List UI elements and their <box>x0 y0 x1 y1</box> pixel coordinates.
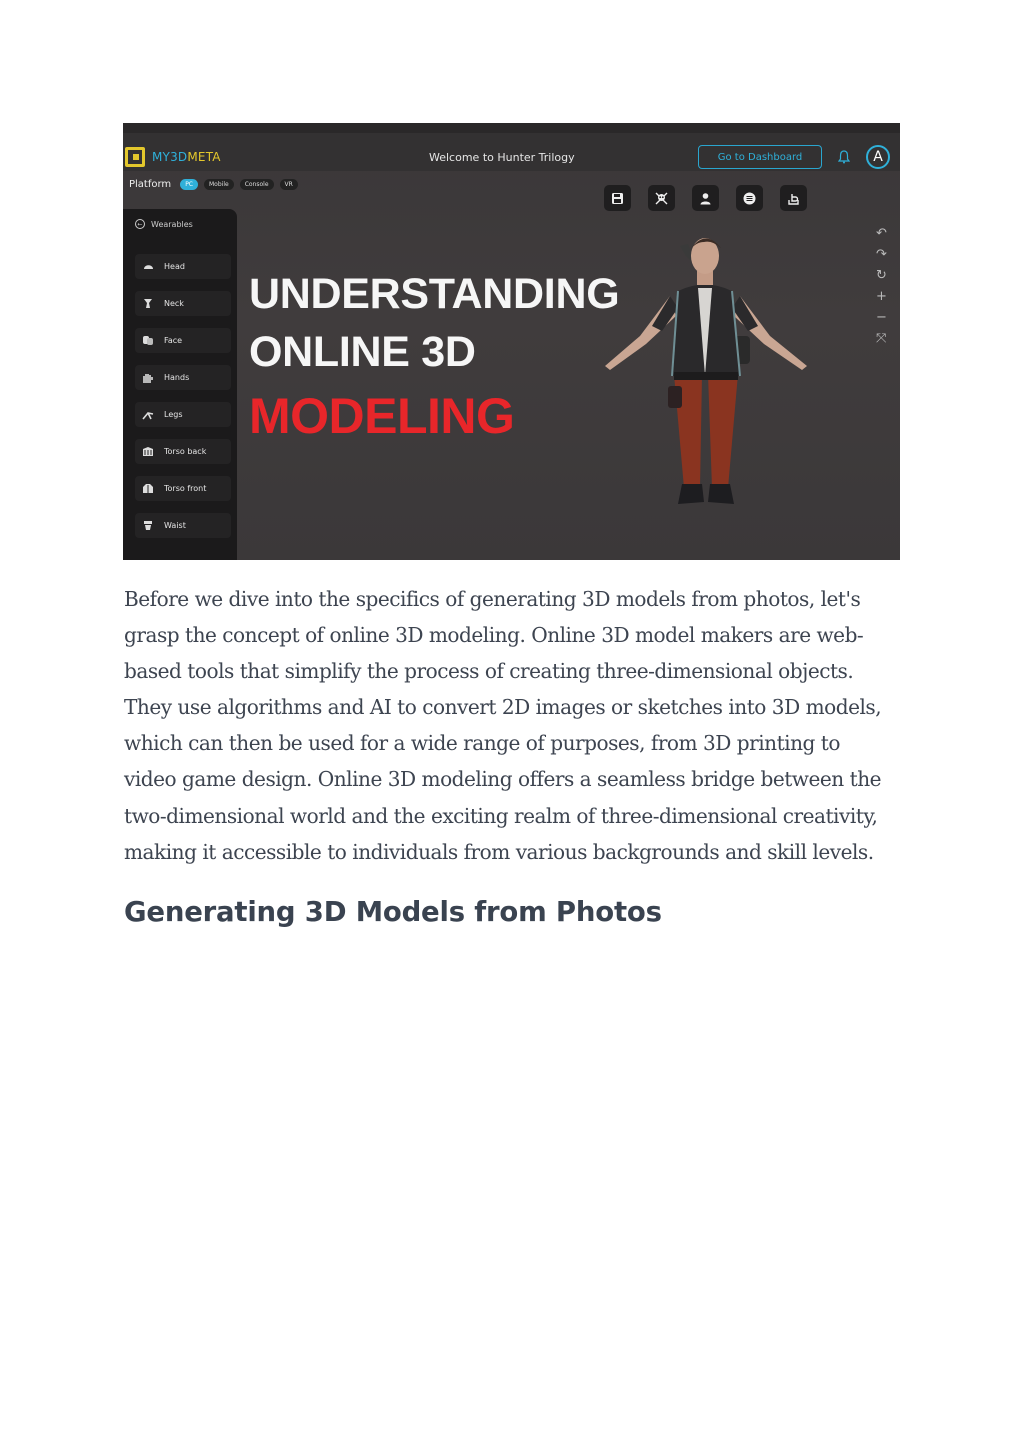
sidebar-item-label: Legs <box>164 410 183 419</box>
platform-option-mobile[interactable]: Mobile <box>204 179 234 190</box>
hero-image <box>123 123 900 560</box>
list-icon[interactable] <box>736 185 763 211</box>
back-arrow-icon[interactable]: ← <box>135 219 145 229</box>
sidebar-item-head[interactable] <box>135 254 231 279</box>
paragraph-line: which can then be used for a wide range of purposes, from 3D printing to <box>124 731 840 756</box>
brand-name-part2: META <box>187 150 221 164</box>
platform-label: Platform <box>129 179 172 190</box>
paragraph-line: They use algorithms and AI to convert 2D images or sketches into 3D models, <box>124 695 882 720</box>
avatar[interactable]: A <box>866 145 890 169</box>
torso-front-icon <box>142 483 154 495</box>
platform-option-console[interactable]: Console <box>240 179 274 190</box>
paragraph-line: making it accessible to individuals from various backgrounds and skill levels. <box>124 839 874 864</box>
user-icon[interactable] <box>692 185 719 211</box>
wearables-sidebar <box>123 209 237 560</box>
sidebar-item-label: Torso front <box>164 484 207 493</box>
leg-icon <box>142 409 154 421</box>
platform-selector <box>129 179 298 190</box>
sidebar-item-legs[interactable] <box>135 402 231 427</box>
hero-title-line1: UNDERSTANDING <box>249 270 620 318</box>
zoom-in-icon[interactable]: + <box>876 289 887 304</box>
sidebar-item-label: Neck <box>164 299 184 308</box>
redo-icon[interactable]: ↷ <box>876 247 887 262</box>
app-topbar <box>123 123 900 171</box>
platform-option-vr[interactable]: VR <box>280 179 298 190</box>
platform-option-pc[interactable]: PC <box>180 179 198 190</box>
logo-icon <box>125 147 145 167</box>
paragraph-line: video game design. Online 3D modeling offers a seamless bridge between the <box>124 767 882 792</box>
welcome-title: Welcome to Hunter Trilogy <box>429 151 575 164</box>
3d-character-figure <box>600 226 810 516</box>
zoom-out-icon[interactable]: − <box>876 310 887 325</box>
hero-title-line2: ONLINE 3D <box>249 328 476 376</box>
undo-icon[interactable]: ↶ <box>876 226 887 241</box>
cap-icon <box>142 261 154 273</box>
toolbar <box>604 185 807 211</box>
belt-icon <box>142 520 154 532</box>
view-controls <box>876 226 887 346</box>
paragraph-line: based tools that simplify the process of creating three-dimensional objects. <box>124 659 854 684</box>
necklace-icon <box>142 298 154 310</box>
mask-icon <box>142 335 154 347</box>
sidebar-item-face[interactable] <box>135 328 231 353</box>
torso-back-icon <box>142 446 154 458</box>
paragraph-line: grasp the concept of online 3D modeling. Online 3D model makers are web- <box>124 623 864 648</box>
go-to-dashboard-button[interactable]: Go to Dashboard <box>698 145 822 169</box>
sidebar-item-neck[interactable] <box>135 291 231 316</box>
section-heading: Generating 3D Models from Photos <box>124 896 662 928</box>
fullscreen-icon[interactable]: ⤧ <box>876 331 887 346</box>
reset-icon[interactable]: ↻ <box>876 268 887 283</box>
skull-icon[interactable] <box>648 185 675 211</box>
sidebar-header[interactable] <box>135 219 193 229</box>
sidebar-item-label: Face <box>164 336 183 345</box>
sidebar-item-torso-back[interactable] <box>135 439 231 464</box>
hero-title <box>249 265 619 451</box>
sidebar-item-label: Head <box>164 262 185 271</box>
paragraph-line: two-dimensional world and the exciting realm of three-dimensional creativity, <box>124 803 878 828</box>
sidebar-item-hands[interactable] <box>135 365 231 390</box>
save-icon[interactable] <box>604 185 631 211</box>
paragraph-line: Before we dive into the specifics of generating 3D models from photos, let's <box>124 587 861 611</box>
sidebar-header-label: Wearables <box>151 219 193 229</box>
sidebar-item-torso-front[interactable] <box>135 476 231 501</box>
brand-logo[interactable] <box>125 147 221 167</box>
sidebar-item-label: Waist <box>164 521 186 530</box>
sidebar-item-label: Hands <box>164 373 190 382</box>
export-icon[interactable] <box>780 185 807 211</box>
glove-icon <box>142 372 154 384</box>
brand-name-part1: MY3D <box>152 150 188 164</box>
bell-icon[interactable] <box>838 150 850 164</box>
sidebar-item-waist[interactable] <box>135 513 231 538</box>
hero-title-line3: MODELING <box>249 388 515 444</box>
article-paragraph <box>124 581 904 870</box>
sidebar-item-label: Torso back <box>164 447 207 456</box>
